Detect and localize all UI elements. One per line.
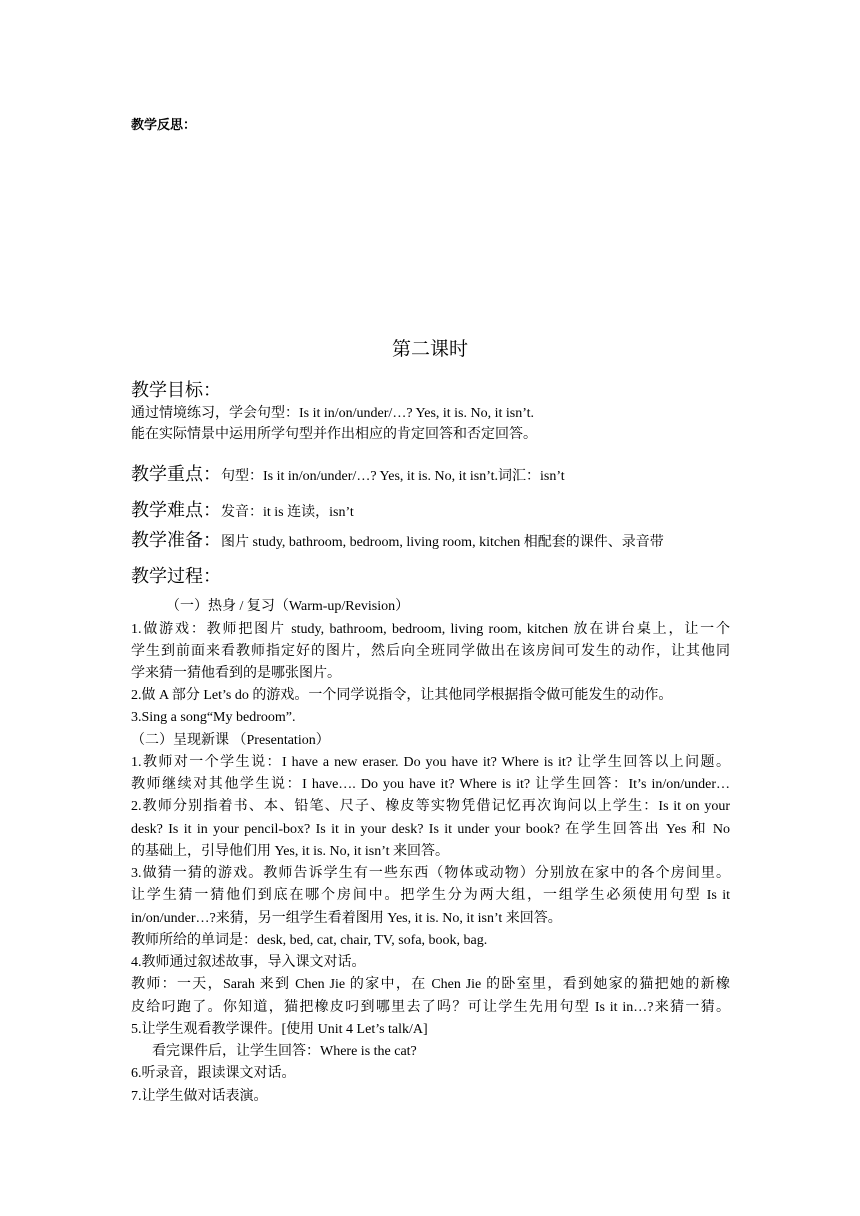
process-line-20: 5.让学生观看教学课件。[使用 Unit 4 Let’s talk/A] bbox=[131, 1022, 428, 1037]
process-line-6: 3.Sing a song“My bedroom”. bbox=[131, 710, 296, 725]
process-line-18: 教师：一天，Sarah 来到 Chen Jie 的家中，在 Chen Jie 的卧室里，看到她家的猫把她的新橡 bbox=[131, 977, 730, 992]
process-line-22: 6.听录音，跟读课文对话。 bbox=[131, 1066, 296, 1081]
objectives-heading: 教学目标： bbox=[131, 380, 221, 401]
preparation-row bbox=[131, 526, 664, 552]
process-line-9: 教师继续对其他学生说：I have…. Do you have it? Where is it? 让学生回答：It’s in/on/under… bbox=[131, 777, 730, 792]
process-heading: 教学过程： bbox=[131, 566, 221, 587]
objective-line-2: 能在实际情景中运用所学句型并作出相应的肯定回答和否定回答。 bbox=[131, 427, 537, 442]
process-line-13: 3.做猜一猜的游戏。教师告诉学生有一些东西（物体或动物）分别放在家中的各个房间里。 bbox=[131, 866, 730, 881]
process-line-21: 看完课件后，让学生回答：Where is the cat? bbox=[152, 1044, 417, 1059]
objective-line-1: 通过情境练习，学会句型：Is it in/on/under/…? Yes, it is. No, it isn’t. bbox=[131, 406, 535, 421]
process-line-23: 7.让学生做对话表演。 bbox=[131, 1089, 268, 1104]
process-line-17: 4.教师通过叙述故事，导入课文对话。 bbox=[131, 955, 366, 970]
key-points-text: 句型：Is it in/on/under/…? Yes, it is. No, it isn’t.词汇：isn’t bbox=[221, 469, 565, 484]
process-line-1: （一）热身 / 复习（Warm-up/Revision） bbox=[166, 599, 410, 614]
preparation-text: 图片 study, bathroom, bedroom, living room, kitchen 相配套的课件、录音带 bbox=[221, 535, 664, 550]
lesson-title: 第二课时 bbox=[391, 338, 468, 360]
reflection-label: 教学反思： bbox=[131, 118, 197, 133]
process-line-2: 1.做游戏：教师把图片 study, bathroom, bedroom, living room, kitchen 放在讲台桌上，让一个 bbox=[131, 622, 730, 637]
process-line-19: 皮给叼跑了。你知道，猫把橡皮叼到哪里去了吗？可让学生先用句型 Is it in…?来猜一猜。 bbox=[131, 1000, 730, 1015]
difficulties-heading: 教学难点： bbox=[131, 500, 221, 521]
process-line-12: 的基础上，引导他们用 Yes, it is. No, it isn’t 来回答。 bbox=[131, 844, 450, 859]
process-line-5: 2.做 A 部分 Let’s do 的游戏。一个同学说指令，让其他同学根据指令做可能发生的动作。 bbox=[131, 688, 673, 703]
difficulties-text: 发音：it is 连读，isn’t bbox=[221, 505, 354, 520]
key-points-heading: 教学重点： bbox=[131, 464, 221, 485]
process-line-4: 学来猜一猜他看到的是哪张图片。 bbox=[131, 666, 341, 681]
difficulties-row bbox=[131, 496, 354, 522]
preparation-heading: 教学准备： bbox=[131, 530, 221, 551]
process-line-8: 1.教师对一个学生说：I have a new eraser. Do you have it? Where is it? 让学生回答以上问题。 bbox=[131, 755, 730, 770]
process-line-16: 教师所给的单词是：desk, bed, cat, chair, TV, sofa, book, bag. bbox=[131, 933, 488, 948]
key-points-row bbox=[131, 460, 565, 486]
process-line-3: 学生到前面来看教师指定好的图片，然后向全班同学做出在该房间可发生的动作，让其他同 bbox=[131, 644, 730, 659]
process-line-14: 让学生猜一猜他们到底在哪个房间中。把学生分为两大组，一组学生必须使用句型 Is it bbox=[131, 888, 730, 903]
process-line-10: 2.教师分别指着书、本、铅笔、尺子、橡皮等实物凭借记忆再次询问以上学生：Is it on your bbox=[131, 799, 730, 814]
process-line-7: （二）呈现新课 （Presentation） bbox=[131, 733, 330, 748]
process-line-15: in/on/under…?来猜，另一组学生看着图用 Yes, it is. No, it isn’t 来回答。 bbox=[131, 911, 562, 926]
process-line-11: desk? Is it in your pencil-box? Is it in your desk? Is it under your book? 在学生回答出 Yes 和 No bbox=[131, 822, 730, 837]
